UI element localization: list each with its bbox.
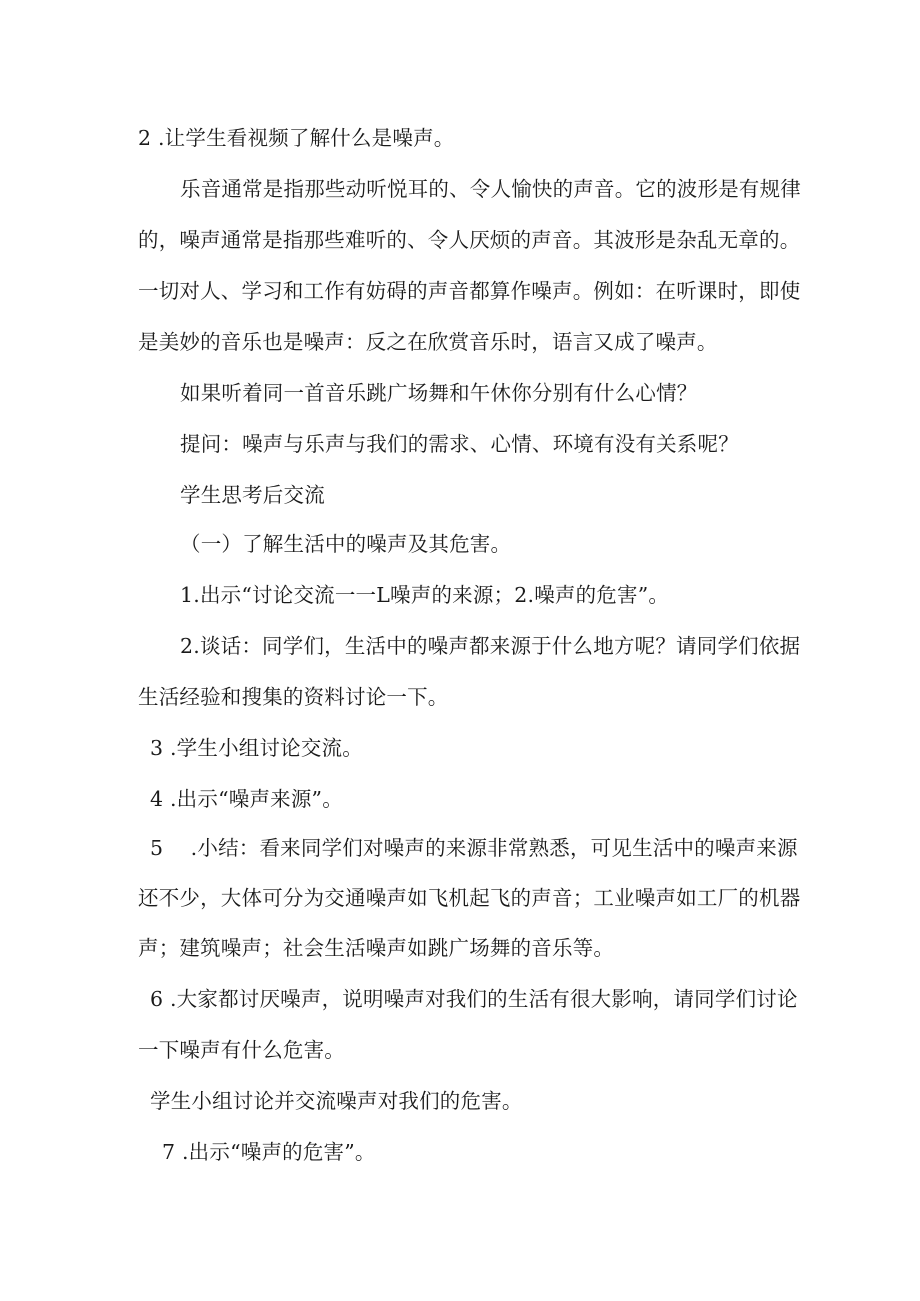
text-line-21: 7 .出示“噪声的危害”。 (162, 1140, 376, 1164)
section-heading: （一）了解生活中的噪声及其危害。 (180, 532, 512, 556)
text-line-16: 还不少，大体可分为交通噪声如飞机起飞的声音；工业噪声如工厂的机器 (138, 886, 801, 910)
text-line-15: 5 .小结：看来同学们对噪声的来源非常熟悉，可见生活中的噪声来源 (150, 836, 798, 860)
text-line-4: 一切对人、学习和工作有妨碍的声音都算作噪声。例如：在听课时，即使 (138, 279, 801, 303)
text-line-17: 声；建筑噪声；社会生活噪声如跳广场舞的音乐等。 (138, 936, 615, 960)
text-line-6: 如果听着同一首音乐跳广场舞和午休你分别有什么心情？ (180, 381, 698, 405)
text-line-5: 是美妙的音乐也是噪声：反之在欣赏音乐时，语言又成了噪声。 (138, 330, 718, 354)
text-line-14: 4 .出示“噪声来源”。 (150, 787, 343, 811)
text-line-11: 2.谈话：同学们，生活中的噪声都来源于什么地方呢？请同学们依据 (180, 634, 801, 658)
text-line-18: 6 .大家都讨厌噪声，说明噪声对我们的生活有很大影响，请同学们讨论 (150, 987, 798, 1011)
text-line-13: 3 .学生小组讨论交流。 (150, 736, 363, 760)
text-line-3: 的，噪声通常是指那些难听的、令人厌烦的声音。其波形是杂乱无章的。 (138, 228, 801, 252)
text-line-2: 乐音通常是指那些动听悦耳的、令人愉快的声音。它的波形是有规律 (180, 177, 801, 201)
text-line-19: 一下噪声有什么危害。 (138, 1038, 345, 1062)
text-line-20: 学生小组讨论并交流噪声对我们的危害。 (150, 1089, 523, 1113)
text-line-10: 1.出示“讨论交流一一L噪声的来源；2.噪声的危害”。 (180, 583, 670, 607)
text-line-7: 提问：噪声与乐声与我们的需求、心情、环境有没有关系呢？ (180, 432, 739, 456)
text-line-1: 2 .让学生看视频了解什么是噪声。 (138, 126, 455, 150)
text-line-8: 学生思考后交流 (180, 483, 325, 507)
text-line-12: 生活经验和搜集的资料讨论一下。 (138, 685, 449, 709)
